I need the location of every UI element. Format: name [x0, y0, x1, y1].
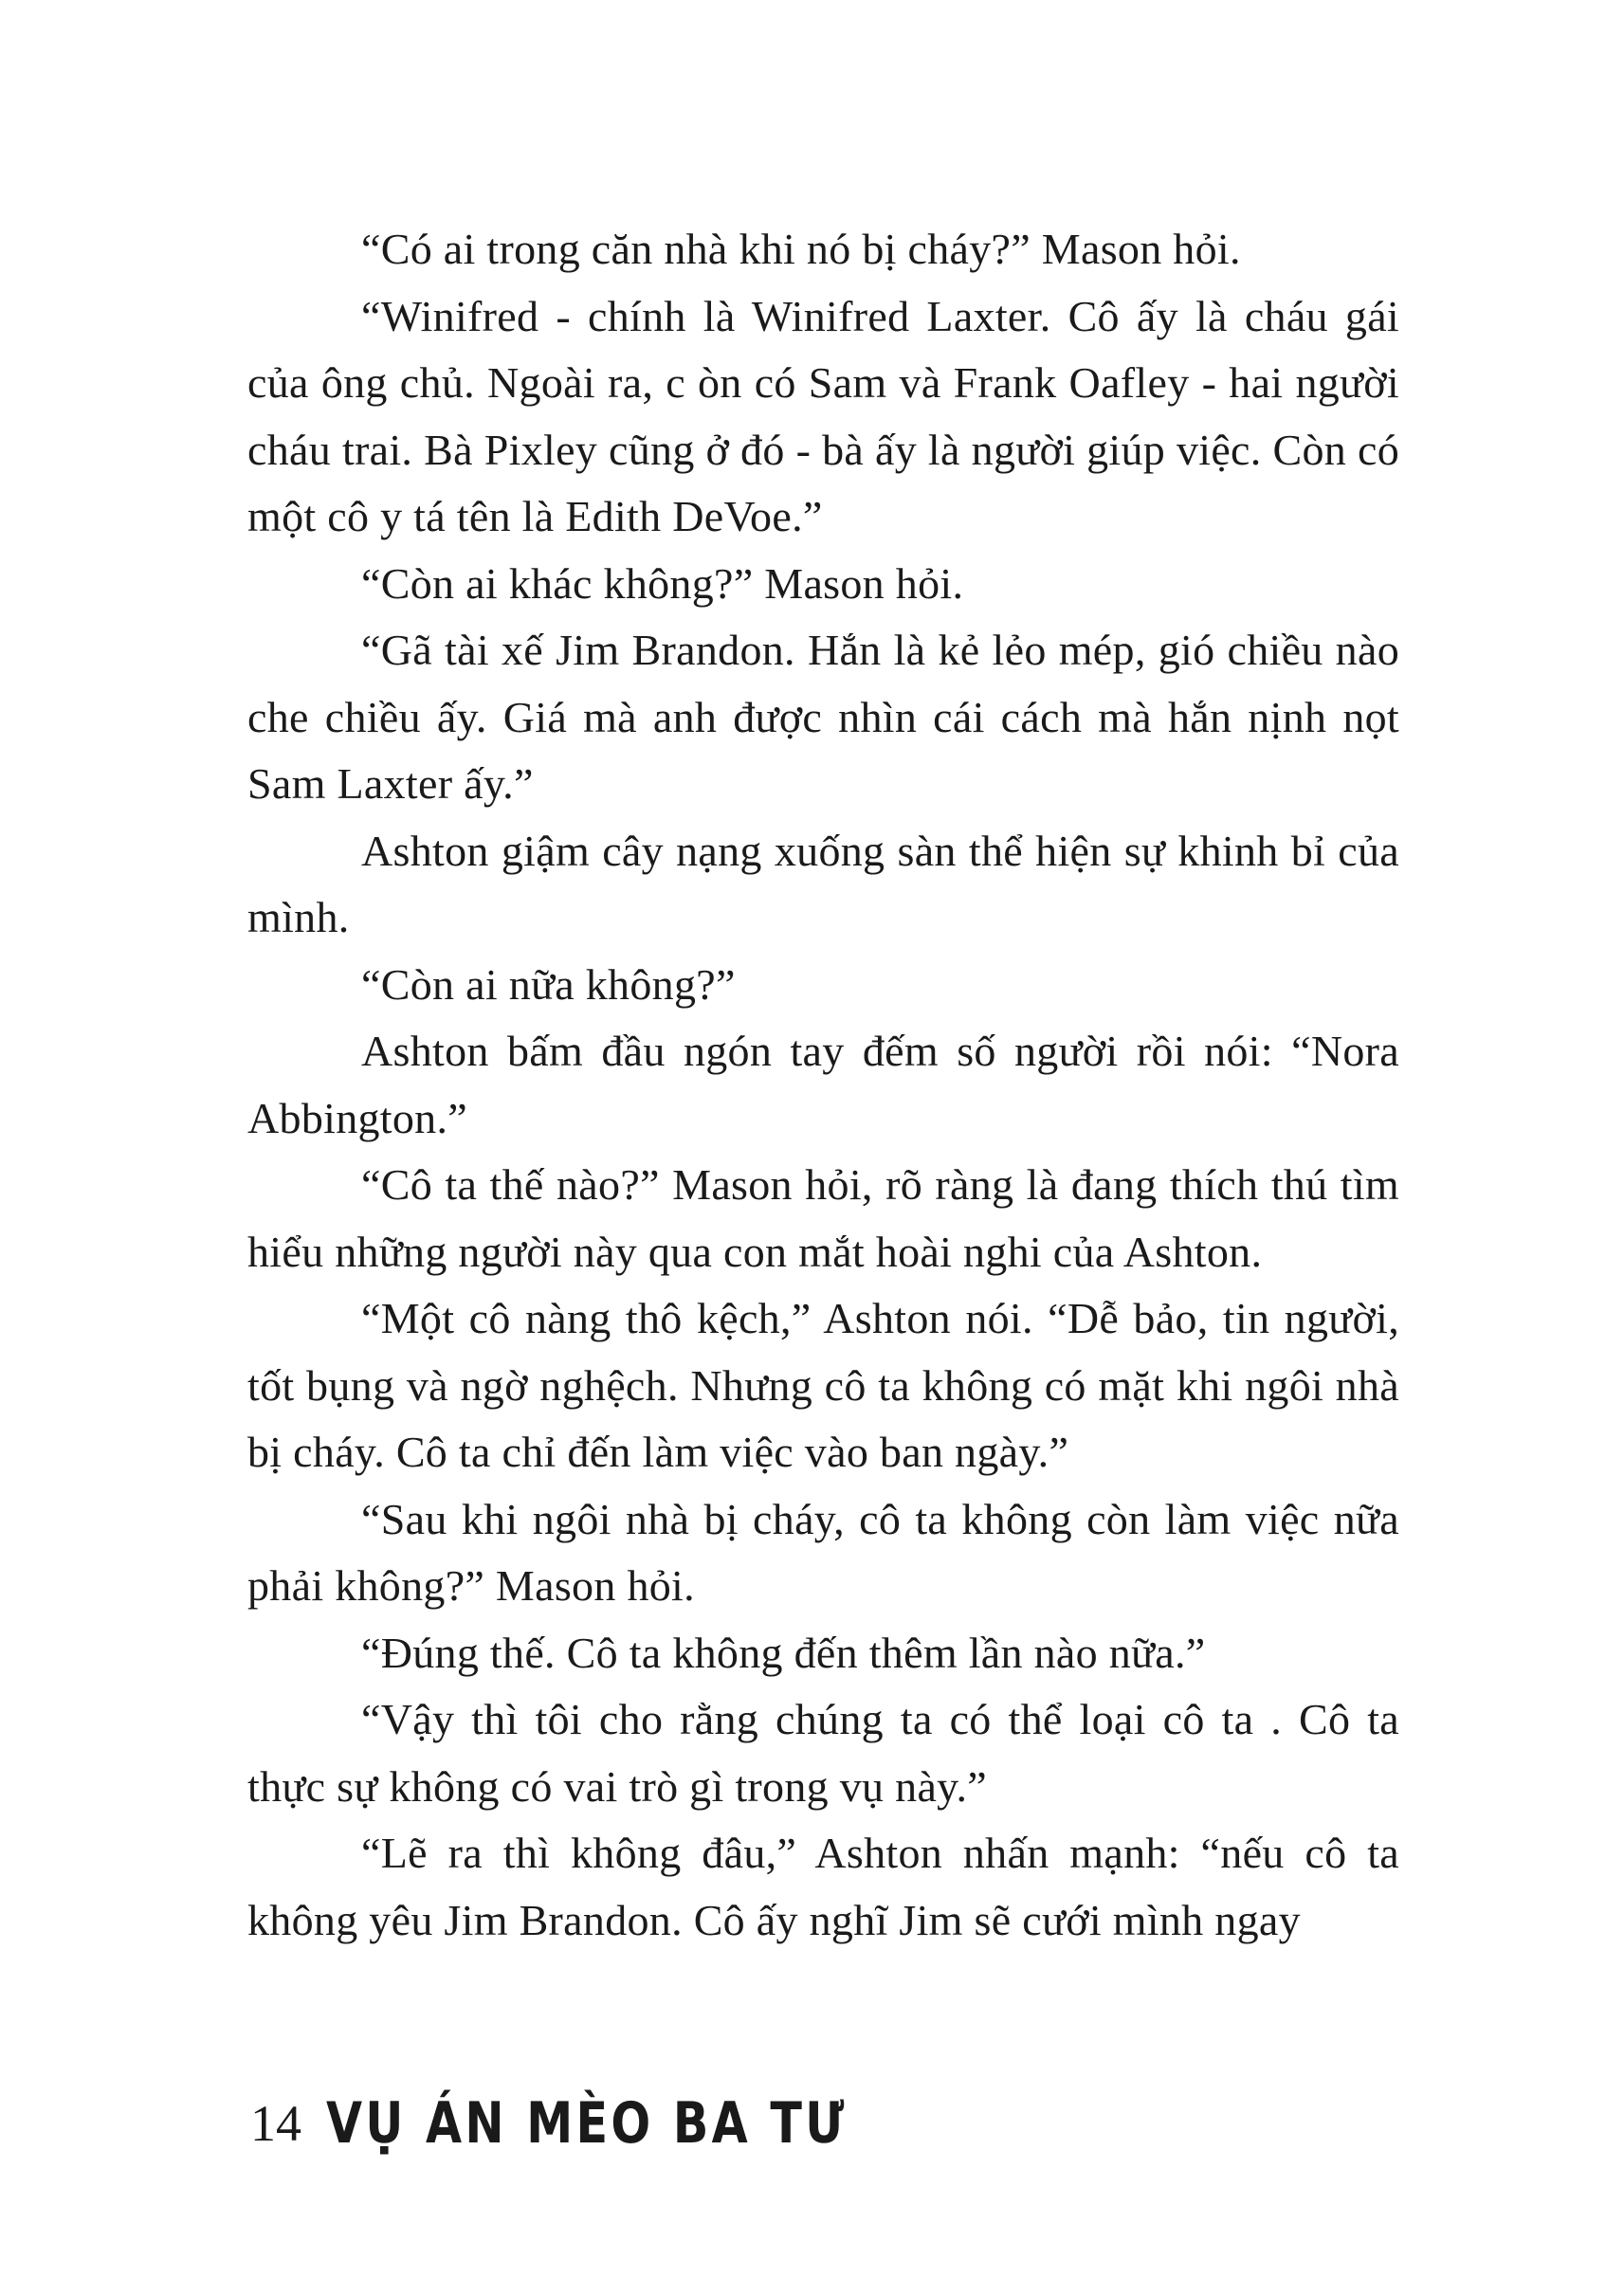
paragraph: “Vậy thì tôi cho rằng chúng ta có thể loại cô ta . Cô ta thực sự không có vai trò gì trong vụ này.”	[247, 1695, 1399, 1811]
paragraph: “Đúng thế. Cô ta không đến thêm lần nào nữa.”	[361, 1628, 1206, 1677]
paragraph: “Còn ai khác không?” Mason hỏi.	[361, 558, 964, 608]
paragraph: “Gã tài xế Jim Brandon. Hắn là kẻ lẻo mép, gió chiều nào che chiều ấy. Giá mà anh được nhìn cái cách mà hắn nịnh nọt Sam Laxter ấy.”	[247, 626, 1399, 808]
paragraph: “Còn ai nữa không?”	[361, 959, 736, 1009]
paragraph: “Một cô nàng thô kệch,” Ashton nói. “Dễ bảo, tin người, tốt bụng và ngờ nghệch. Nhưng cô ta không có mặt khi ngôi nhà bị cháy. Cô ta chỉ đến làm việc vào ban ngày.”	[247, 1294, 1399, 1476]
paragraph: “Lẽ ra thì không đâu,” Ashton nhấn mạnh: “nếu cô ta không yêu Jim Brandon. Cô ấy nghĩ Jim sẽ cưới mình ngay	[247, 1829, 1399, 1944]
paragraph: “Winifred - chính là Winifred Laxter. Cô ấy là cháu gái của ông chủ. Ngoài ra, c òn có Sam và Frank Oafley - hai người cháu trai. Bà Pixley cũng ở đó - bà ấy là người giúp việc. Còn có một cô y tá tên là Edith DeVoe.”	[247, 291, 1399, 540]
paragraph: Ashton bấm đầu ngón tay đếm số người rồi nói: “Nora Abbington.”	[247, 1027, 1399, 1142]
book-title: VỤ ÁN MÈO BA TƯ	[326, 2090, 848, 2157]
paragraph: “Cô ta thế nào?” Mason hỏi, rõ ràng là đang thích thú tìm hiểu những người này qua con mắt hoài nghi của Ashton.	[247, 1160, 1399, 1276]
paragraph: Ashton giậm cây nạng xuống sàn thể hiện sự khinh bỉ của mình.	[247, 826, 1399, 941]
page-body	[247, 216, 1399, 1954]
page-footer	[250, 2081, 961, 2166]
page-number: 14	[250, 2095, 301, 2152]
paragraph: “Sau khi ngôi nhà bị cháy, cô ta không còn làm việc nữa phải không?” Mason hỏi.	[247, 1494, 1399, 1610]
paragraph: “Có ai trong căn nhà khi nó bị cháy?” Mason hỏi.	[361, 225, 1241, 273]
